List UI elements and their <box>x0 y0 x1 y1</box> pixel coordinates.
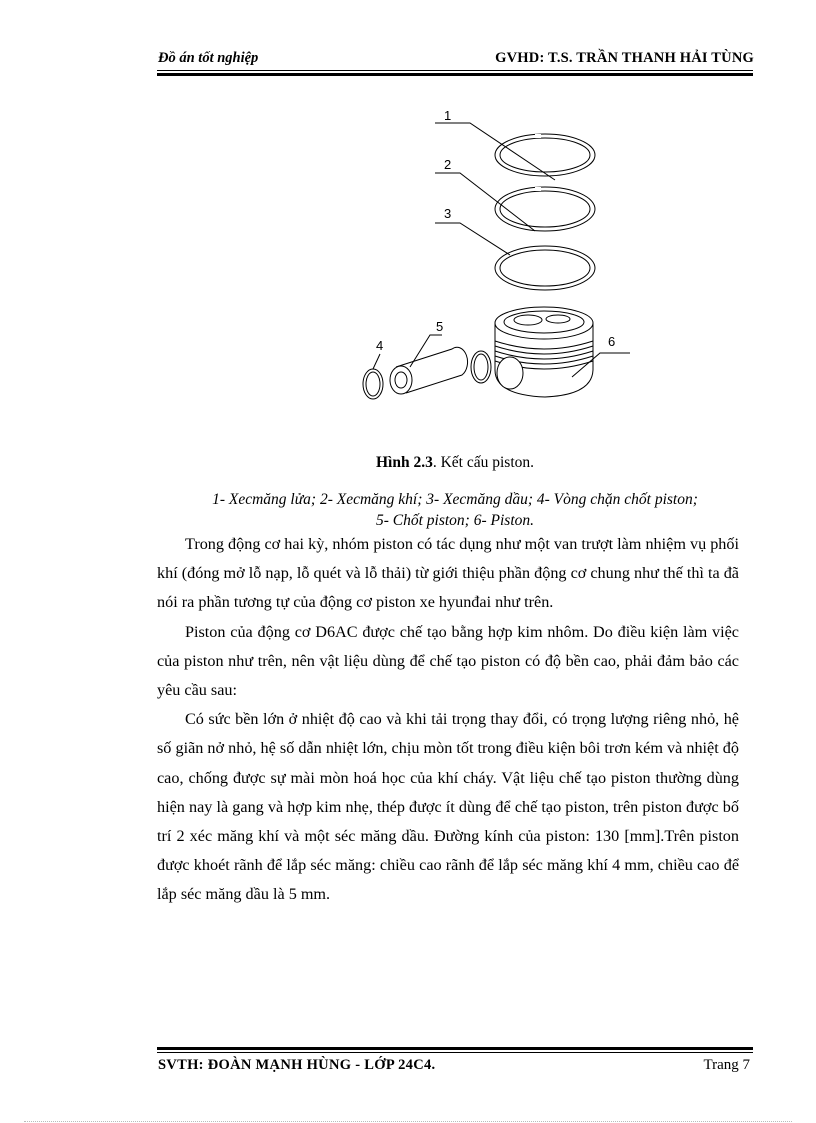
figure-caption <box>157 454 753 472</box>
page-number: Trang 7 <box>703 1057 750 1073</box>
snap-ring-right-drawing <box>471 351 491 383</box>
header-rule-thick <box>157 73 753 76</box>
legend-line-1: 1- Xecmăng lửa; 2- Xecmăng khí; 3- Xecmăng dầu; 4- Vòng chặn chốt piston; <box>212 491 698 508</box>
snap-ring-left-drawing <box>363 369 383 399</box>
footer-rule-thick <box>157 1047 753 1050</box>
label-2: 2 <box>444 157 452 172</box>
header-supervisor: GVHD: T.S. TRẦN THANH HẢI TÙNG <box>495 50 754 66</box>
legend-line-2: 5- Chốt piston; 6- Piston. <box>375 512 534 529</box>
paragraph: Piston của động cơ D6AC được chế tạo bằng hợp kim nhôm. Do điều kiện làm việc của piston như trên, nên vật liệu dùng để chế tạo piston có độ bền cao, phải đảm bảo các yêu cầu sau: <box>157 622 739 700</box>
label-4: 4 <box>376 338 384 353</box>
footer-rule-thin <box>157 1052 753 1053</box>
piston-pin-drawing <box>390 347 468 394</box>
footer-author: SVTH: ĐOÀN MẠNH HÙNG - LỚP 24C4. <box>158 1057 436 1073</box>
ring-3-drawing <box>495 246 595 290</box>
piston-assembly-figure <box>340 105 640 405</box>
ring-1-drawing <box>495 134 595 176</box>
caption-label: Hình 2.3 <box>375 454 433 471</box>
body-text <box>157 530 739 910</box>
label-3: 3 <box>444 206 452 221</box>
page-edge <box>24 1121 792 1122</box>
figure-legend <box>157 489 753 531</box>
caption-text: . Kết cấu piston. <box>432 454 535 471</box>
header-rule-thin <box>157 70 753 71</box>
label-1: 1 <box>444 108 452 123</box>
paragraph: Trong động cơ hai kỳ, nhóm piston có tác dụng như một van trượt làm nhiệm vụ phối khí (đóng mở lỗ nạp, lỗ quét và lỗ thải) từ giới thiệu phần động cơ chung như thế thì ta đã nói ra phần tương tự của động cơ piston xe hyunđai như trên. <box>157 535 739 612</box>
label-6: 6 <box>608 334 616 349</box>
label-5: 5 <box>436 319 444 334</box>
ring-2-drawing <box>495 187 595 231</box>
paragraph: Có sức bền lớn ở nhiệt độ cao và khi tải trọng thay đổi, có trọng lượng riêng nhỏ, hệ số giãn nở nhỏ, hệ số dẫn nhiệt lớn, chịu mòn tốt trong điều kiện bôi trơn kém và nhiệt độ cao, chống được sự mài mòn hoá học của khí cháy. Vật liệu chế tạo piston thường dùng hiện nay là gang và hợp kim nhẹ, thép được ít dùng để chế tạo piston, trên piston được bố trí 2 xéc măng khí và một séc măng dầu. Đường kính của piston: 130 [mm].Trên piston được khoét rãnh để lắp séc măng: chiều cao rãnh để lắp séc măng khí 4 mm, chiều cao để lắp séc măng dầu là 5 mm. <box>157 710 739 904</box>
header-title: Đồ án tốt nghiệp <box>158 50 259 66</box>
piston-drawing <box>495 307 593 397</box>
